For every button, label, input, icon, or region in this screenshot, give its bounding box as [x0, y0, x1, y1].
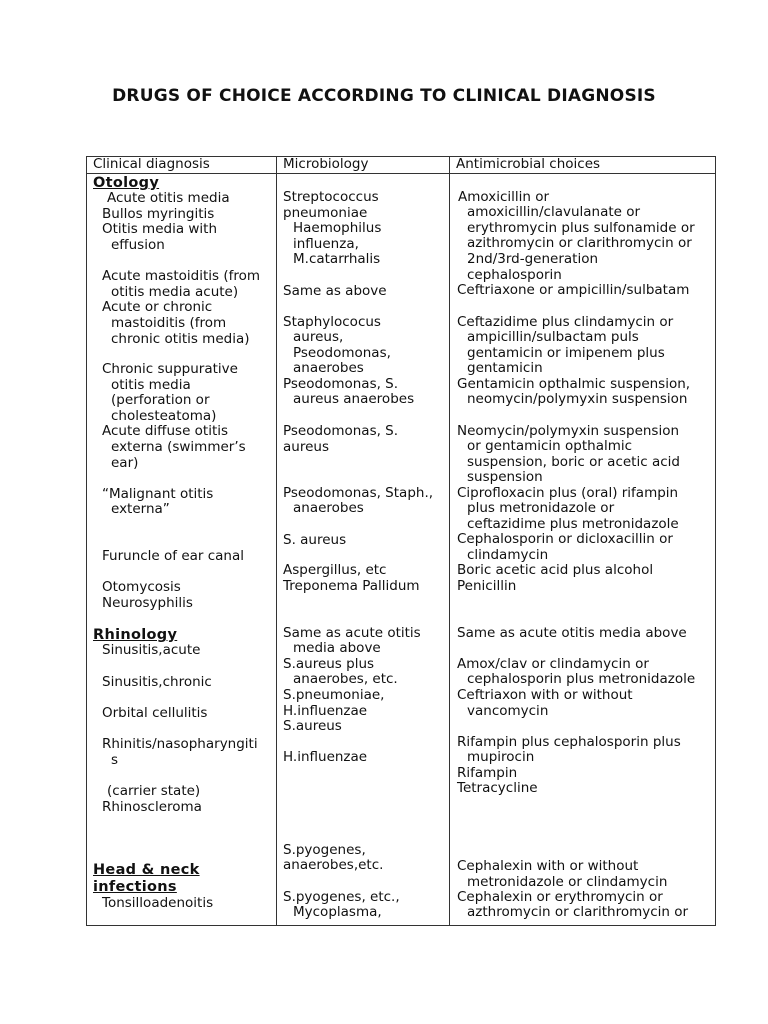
antimicrobial-cell: Amoxicillin or	[458, 189, 550, 205]
section-head-neck: Head & neck	[93, 862, 200, 878]
diagnosis-cell: Acute or chronic	[102, 299, 213, 315]
microbiology-cell: S.pyogenes,	[283, 842, 366, 858]
diagnosis-cell: Acute mastoiditis (from	[102, 268, 260, 284]
diagnosis-cell: s	[111, 752, 119, 768]
microbiology-cell: anaerobes, etc.	[293, 671, 398, 687]
antimicrobial-cell: Penicillin	[457, 578, 517, 594]
microbiology-cell: Streptococcus	[283, 189, 379, 205]
column-header-microbiology: Microbiology	[283, 156, 369, 172]
antimicrobial-cell: Amox/clav or clindamycin or	[457, 656, 649, 672]
diagnosis-cell: (carrier state)	[107, 783, 201, 799]
antimicrobial-cell: neomycin/polymyxin suspension	[467, 391, 688, 407]
antimicrobial-cell: metronidazole or clindamycin	[467, 874, 668, 890]
antimicrobial-cell: Ciprofloxacin plus (oral) rifampin	[457, 485, 679, 501]
antimicrobial-cell: gentamicin or imipenem plus	[467, 345, 665, 361]
antimicrobial-cell: Ceftriaxon with or without	[457, 687, 633, 703]
microbiology-cell: anaerobes	[293, 500, 364, 516]
antimicrobial-cell: Same as acute otitis media above	[457, 625, 687, 641]
microbiology-cell: H.influenzae	[283, 703, 368, 719]
antimicrobial-cell: Rifampin plus cephalosporin plus	[457, 734, 681, 750]
microbiology-cell: aureus	[283, 439, 329, 455]
microbiology-cell: Pseodomonas, S.	[283, 376, 399, 392]
antimicrobial-cell: clindamycin	[467, 547, 549, 563]
antimicrobial-cell: plus metronidazole or	[467, 500, 615, 516]
microbiology-cell: pneumoniae	[283, 205, 368, 221]
antimicrobial-cell: Ceftriaxone or ampicillin/sulbatam	[457, 282, 690, 298]
microbiology-cell: S.pneumoniae,	[283, 687, 385, 703]
microbiology-cell: S. aureus	[283, 532, 347, 548]
diagnosis-cell: Tonsilloadenoitis	[102, 895, 214, 911]
antimicrobial-cell: Tetracycline	[457, 780, 538, 796]
antimicrobial-cell: Cephalexin with or without	[457, 858, 639, 874]
column-header-diagnosis: Clinical diagnosis	[93, 156, 210, 172]
microbiology-cell: Haemophilus	[293, 220, 382, 236]
diagnosis-cell: chronic otitis media)	[111, 331, 250, 347]
diagnosis-cell: Rhinoscleroma	[102, 799, 202, 815]
section-rhinology: Rhinology	[93, 627, 178, 643]
diagnosis-cell: Chronic suppurative	[102, 361, 238, 377]
microbiology-cell: influenza,	[293, 236, 359, 252]
microbiology-cell: Same as above	[283, 283, 387, 299]
diagnosis-cell: Bullos myringitis	[102, 206, 215, 222]
diagnosis-cell: effusion	[111, 237, 165, 253]
diagnosis-cell: Acute diffuse otitis	[102, 423, 229, 439]
antimicrobial-cell: cephalosporin	[467, 267, 562, 283]
microbiology-cell: Mycoplasma,	[293, 904, 382, 920]
microbiology-cell: S.aureus plus	[283, 656, 375, 672]
diagnosis-cell: (perforation or	[111, 392, 210, 408]
antimicrobial-cell: amoxicillin/clavulanate or	[467, 204, 641, 220]
antimicrobial-cell: Neomycin/polymyxin suspension	[457, 423, 680, 439]
antimicrobial-cell: Boric acetic acid plus alcohol	[457, 562, 654, 578]
column-header-antimicrobial: Antimicrobial choices	[456, 156, 601, 172]
microbiology-cell: Pseodomonas,	[293, 345, 391, 361]
antimicrobial-cell: ceftazidime plus metronidazole	[467, 516, 679, 532]
diagnosis-cell: Sinusitis,acute	[102, 642, 201, 658]
diagnosis-cell: Furuncle of ear canal	[102, 548, 245, 564]
antimicrobial-cell: mupirocin	[467, 749, 535, 765]
antimicrobial-cell: suspension, boric or acetic acid	[467, 454, 680, 470]
microbiology-cell: anaerobes,etc.	[283, 857, 384, 873]
microbiology-cell: aureus anaerobes	[293, 391, 415, 407]
microbiology-cell: M.catarrhalis	[293, 251, 381, 267]
microbiology-cell: Same as acute otitis	[283, 625, 421, 641]
antimicrobial-cell: Ceftazidime plus clindamycin or	[457, 314, 674, 330]
diagnosis-cell: Otomycosis	[102, 579, 181, 595]
microbiology-cell: Pseodomonas, Staph.,	[283, 485, 434, 501]
page-title: DRUGS OF CHOICE ACCORDING TO CLINICAL DIAGNOSIS	[112, 86, 656, 106]
microbiology-cell: Staphylococus	[283, 314, 381, 330]
diagnosis-cell: mastoiditis (from	[111, 315, 227, 331]
section-otology: Otology	[93, 175, 160, 191]
antimicrobial-cell: azthromycin or clarithromycin or	[467, 904, 689, 920]
microbiology-cell: aureus,	[293, 329, 344, 345]
antimicrobial-cell: gentamicin	[467, 360, 543, 376]
microbiology-cell: Treponema Pallidum	[283, 578, 420, 594]
antimicrobial-cell: 2nd/3rd-generation	[467, 251, 599, 267]
microbiology-cell: H.influenzae	[283, 749, 368, 765]
antimicrobial-cell: vancomycin	[467, 703, 549, 719]
microbiology-cell: Aspergillus, etc	[283, 562, 387, 578]
antimicrobial-cell: cephalosporin plus metronidazole	[467, 671, 696, 687]
diagnosis-cell: Acute otitis media	[107, 190, 230, 206]
microbiology-cell: anaerobes	[293, 360, 364, 376]
diagnosis-cell: otitis media acute)	[111, 284, 239, 300]
microbiology-cell: media above	[293, 640, 381, 656]
microbiology-cell: S.pyogenes, etc.,	[283, 889, 400, 905]
antimicrobial-cell: azithromycin or clarithromycin or	[467, 235, 692, 251]
diagnosis-cell: “Malignant otitis	[102, 486, 214, 502]
diagnosis-cell: Otitis media with	[102, 221, 218, 237]
antimicrobial-cell: Cephalexin or erythromycin or	[457, 889, 663, 905]
diagnosis-cell: externa”	[111, 501, 170, 517]
diagnosis-cell: Neurosyphilis	[102, 595, 193, 611]
antimicrobial-cell: suspension	[467, 469, 543, 485]
antimicrobial-cell: or gentamicin opthalmic	[467, 438, 633, 454]
antimicrobial-cell: Rifampin	[457, 765, 518, 781]
antimicrobial-cell: Gentamicin opthalmic suspension,	[457, 376, 691, 392]
diagnosis-cell: externa (swimmer’s	[111, 439, 246, 455]
antimicrobial-cell: Cephalosporin or dicloxacillin or	[457, 531, 673, 547]
antimicrobial-cell: erythromycin plus sulfonamide or	[467, 220, 695, 236]
diagnosis-cell: ear)	[111, 455, 139, 471]
antimicrobial-cell: ampicillin/sulbactam puls	[467, 329, 639, 345]
diagnosis-cell: Orbital cellulitis	[102, 705, 208, 721]
microbiology-cell: S.aureus	[283, 718, 342, 734]
microbiology-cell: Pseodomonas, S.	[283, 423, 399, 439]
diagnosis-cell: otitis media	[111, 377, 191, 393]
diagnosis-cell: Sinusitis,chronic	[102, 674, 212, 690]
column-divider	[449, 156, 450, 926]
section-head-neck-cont: infections	[93, 879, 177, 895]
diagnosis-cell: Rhinitis/nasopharyngiti	[102, 736, 258, 752]
column-divider	[276, 156, 277, 926]
header-divider	[86, 173, 716, 174]
diagnosis-cell: cholesteatoma)	[111, 408, 217, 424]
